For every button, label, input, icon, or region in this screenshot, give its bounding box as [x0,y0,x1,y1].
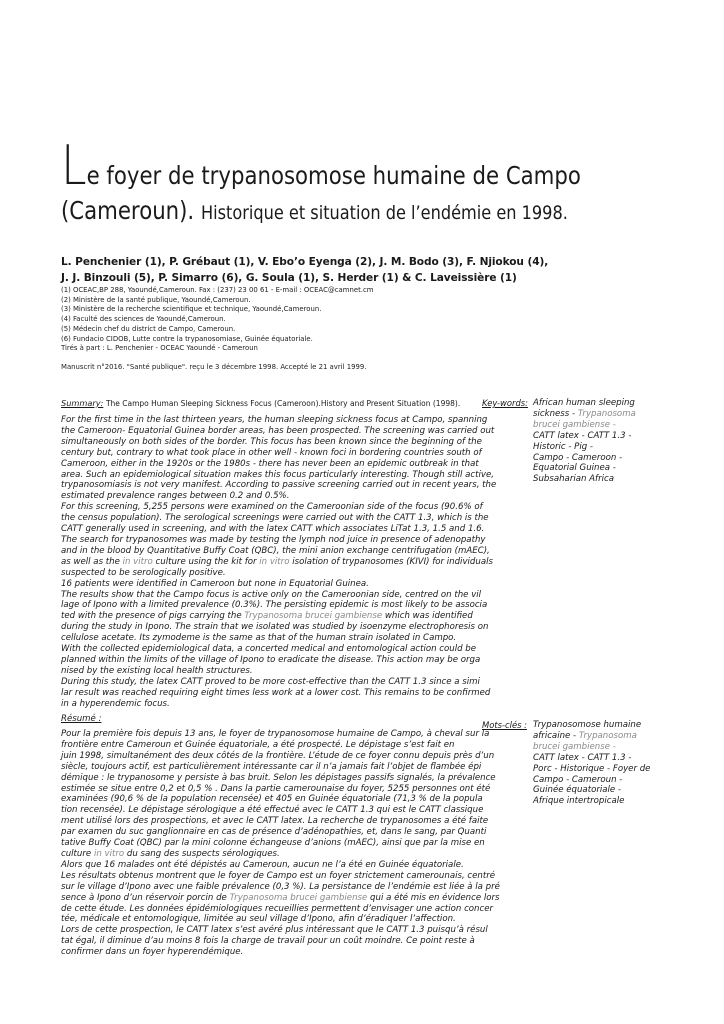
text-run: which was identified [382,611,473,622]
text-run: century but, contrary to what took place in other well - known foci in bordering countries south of [61,447,482,458]
mot-cle-line [533,742,653,753]
resume-line [61,860,475,871]
text-run: suspected to be serologically positive. [61,567,226,578]
summary-title: The Campo Human Sleeping Sickness Focus (Cameroon).History and Present Situation (1998). [105,399,461,408]
keyword-line [533,442,653,453]
text-run: the census population). The serological screenings were carried out with the CATT 1.3, which is the [61,513,489,524]
text-run: lar result was reached requiring eight times less work at a lower cost. This remains to be confirmed [61,687,491,698]
text-run: du sang des suspects sérologiques. [124,848,280,859]
summary-line [61,447,482,459]
summary-line [61,415,488,426]
text-run: juin 1998, simultanément des deux côtés de la frontière. L’étude de ce foyer connu depuis près d’un [61,750,495,761]
resume-line [61,881,500,893]
resume-line [61,729,490,740]
resume-line [61,783,491,795]
text-run: (5) Médecin chef du district de Campo, Cameroun. [61,324,236,333]
keyword-line [533,409,653,420]
text-run: Cameroon, either in the 1920s or the 1980s - there has never been an epidemic outbreak in that [61,458,479,469]
text-run: lage of Ipono with a limited prevalence (0.3%). The persisting epidemic is most likely to be associa [61,600,488,611]
affiliation-line [61,325,521,335]
resume-line [61,947,475,958]
text-run: With the collected epidemiological data, a concerted medical and entomological action could be [61,644,477,655]
text-run: CATT latex - CATT 1.3 - [533,752,632,763]
mot-cle-line [533,796,653,807]
summary-line [61,600,488,611]
resume-label: Résumé : [61,714,102,724]
author-line: L. Penchenier (1), P. Grébaut (1), V. Ebo’o Eyenga (2), J. M. Bodo (3), F. Njiokou (4), [61,256,549,268]
article-title [61,134,661,230]
text-run: For the first time in the last thirteen years, the human sleeping sickness focus at Campo, spanning [61,415,488,425]
summary-line [61,469,494,481]
affiliation-line [61,315,521,325]
resume-line [61,794,483,805]
latin-term: Trypanosoma [578,730,637,741]
summary-line [61,556,493,568]
text-run: and in the blood by Quantitative Buffy Coat (QBC), the mini anion exchange centrifugation (mAEC), [61,545,490,556]
resume-line [61,805,484,816]
summary-line [61,611,475,622]
text-run: ted with the presence of pigs carrying the [61,611,245,622]
text-run: Alors que 16 malades ont été dépistés au Cameroun, aucun ne l’a été en Guinée équatoriale. [61,859,464,870]
resume-line [61,870,496,882]
mot-cle-line [533,731,653,742]
summary-line [61,534,486,546]
text-run: CATT latex - CATT 1.3 - [533,430,632,441]
resume-line [61,816,489,827]
text-run: Tirés à part : L. Penchenier - OCEAC Yaoundé - Cameroun [61,344,258,353]
text-run: (4) Faculté des sciences de Yaoundé,Cameroun. [61,315,226,324]
latin-term: in vitro [259,556,290,567]
resume-line [61,740,475,751]
text-run: the Cameroon- Equatorial Guinea border areas, has been prospected. The screening was carried out [61,425,495,436]
resume-line [61,761,482,773]
text-run: qui a été mis en évidence lors [367,892,500,903]
text-run: African human sleeping [533,398,635,408]
text-run: sur le village d’Ipono avec une faible prévalence (0,3 %). La persistance de l’endémie est liée à la pré [61,881,500,892]
affiliation-line [61,305,521,315]
text-run: The search for trypanosomes was made by testing the lymph nod juice in presence of adenopathy [61,534,486,545]
text-run: simultaneously on both sides of the border. This focus has been known since the beginning of the [61,436,482,447]
summary-line [61,633,475,644]
resume-body [61,729,500,958]
resume-line [61,914,475,925]
text-run: CATT generally used in screening, and with the latex CATT which associates LiTat 1.3, 1.5 and 1.6. [61,524,485,535]
text-run: Porc - Historique - Foyer de [533,763,651,774]
text-run: tative Buffy Coat (QBC) par la mini colonne échangeuse d’anions (mAEC), ainsi que par la mise en [61,838,485,849]
text-run: siècle, toujours actif, est particulièrement intéressante car il n’a jamais fait l’objet de flambée épi [61,761,482,772]
mot-cle-line [533,720,653,731]
summary-line [61,545,490,557]
resume-line [61,772,496,784]
text-run: confirmer dans un foyer hyperendémique. [61,947,244,958]
affiliation-line [61,335,521,345]
title-dropcap: L [61,134,87,197]
mot-cle-line [533,764,653,775]
mots-cles-body [533,720,653,807]
text-run: Campo - Cameroon - [533,452,623,463]
title-line-2-sub: Historique et situation de l’endémie en 1998. [200,202,568,224]
latin-term: in vitro [122,556,153,567]
text-run: par examen du suc ganglionnaire en cas de présence d’adénopathies, et, dans le sang, par Quanti [61,827,487,838]
resume-line [61,838,485,849]
text-run: trypanosomiasis is not very manifest. According to passive screening carried out in recent years, the [61,480,497,491]
affiliation-line [61,286,521,296]
keyword-line [533,474,653,485]
summary-line [61,502,483,513]
text-run: Campo - Cameroun - [533,774,623,785]
text-run: Trypanosomose humaine [533,720,642,730]
mots-cles-label: Mots-clés : [482,720,527,730]
summary-label: Summary: [61,398,104,408]
affiliation-line [61,344,521,354]
affiliation-line [61,296,521,306]
text-run: planned within the limits of the village of Ipono to eradicate the disease. This action may be orga [61,654,481,665]
text-run: tion recensée). Le dépistage sérologique a été effectué avec le CATT 1.3 qui est le CATT classique [61,805,484,816]
text-run: Historic - Pig - [533,441,594,452]
summary-line [61,687,491,699]
summary-line [61,513,489,524]
text-run: culture [61,848,94,859]
mot-cle-line [533,753,653,764]
resume-line [61,750,495,762]
text-run: Subsaharian Africa [533,474,614,485]
text-run: tat égal, il diminue d’au moins 8 fois la charge de travail pour un coût moindre. Ce point reste à [61,936,475,947]
keyword-line [533,463,653,474]
text-run: frontière entre Cameroun et Guinée équatoriale, a été prospecté. Le dépistage s’est fait en [61,739,455,750]
text-run: During this study, the latex CATT proved to be more cost-effective than the CATT 1.3 since a simi [61,676,480,687]
mot-cle-line [533,775,653,786]
text-run: sence à Ipono d’un réservoir porcin de [61,892,230,903]
text-run: 16 patients were identified in Cameroon but none in Equatorial Guinea. [61,578,369,589]
mot-cle-line [533,785,653,796]
text-run: de cette étude. Les données épidémiologiques recueillies permettent d’envisager une action concer [61,903,494,914]
text-run: in a hyperendemic focus. [61,698,170,709]
keyword-line [533,431,653,442]
summary-line [61,480,497,491]
manuscript-info: Manuscrit n°2016. "Santé publique". reçu le 3 décembre 1998. Accepté le 21 avril 1999. [61,363,367,371]
text-run: estimée se situe entre 0,2 et 0,5 % . Dans la partie camerounaise du foyer, 5255 personnes ont été [61,783,491,794]
summary-line [61,425,495,437]
resume-line [61,892,500,904]
summary-line [61,524,485,535]
resume-line [61,849,475,860]
summary-line [61,622,489,633]
text-run: Lors de cette prospection, le CATT latex s’est avéré plus intéressant que le CATT 1.3 puisqu’à résul [61,925,488,936]
summary-line [61,676,480,688]
title-line-2-main: (Cameroun). [61,196,195,225]
text-run: nised by the existing local health structures. [61,665,253,676]
latin-term: in vitro [93,848,125,859]
text-run: cellulose acetate. Its zymodeme is the same as that of the human strain isolated in Campo. [61,633,457,644]
keyword-line [533,398,653,409]
resume-line [61,925,488,936]
keyword-line [533,453,653,464]
latin-term: brucei gambiense - [533,419,616,430]
latin-term: Trypanosoma [577,408,636,419]
text-run: sickness - [533,408,578,419]
summary-line [61,699,475,710]
text-run: The results show that the Campo focus is active only on the Cameroonian side, centred on the vil [61,589,482,600]
affiliations [61,286,521,354]
text-run: (3) Ministère de la recherche scientifique et technique, Yaoundé,Cameroun. [61,305,322,314]
keyword-line [533,420,653,431]
text-run: isolation of trypanosomes (KIVI) for individuals [289,556,493,567]
text-run: tée, médicale et entomologique, limitée au seul village d’Ipono, afin d’éradiquer l’affection. [61,914,456,925]
summary-line [61,491,475,502]
summary-line [61,436,482,448]
text-run: démique : le trypanosome y persiste à bas bruit. Selon les dépistages passifs signalés, la prévalence [61,772,496,783]
keywords-label: Key-words: [482,398,528,408]
text-run: ment utilisé lors des prospections, et avec le CATT latex. La recherche de trypanosomes a été faite [61,816,489,827]
latin-term: brucei gambiense - [533,741,616,752]
text-run: Les résultats obtenus montrent que le foyer de Campo est un foyer strictement camerounais, centré [61,870,496,881]
resume-line [61,827,487,838]
text-run: Pour la première fois depuis 13 ans, le foyer de trypanosomose humaine de Campo, à cheval sur la [61,729,490,739]
title-line-1: e foyer de trypanosomose humaine de Campo [86,161,581,190]
summary-heading [61,398,460,408]
text-run: culture using the kit for [152,556,260,567]
text-run: during the study in Ipono. The strain that we isolated was studied by isoenzyme electrophoresis on [61,622,489,633]
summary-line [61,644,475,655]
summary-body [61,415,497,709]
text-run: africaine - [533,730,579,741]
summary-line [61,579,475,590]
summary-line [61,654,481,666]
summary-line [61,458,479,470]
resume-line [61,903,494,915]
text-run: as well as the [61,556,123,567]
keywords-body [533,398,653,485]
author-line: J. J. Binzouli (5), P. Simarro (6), G. Soula (1), S. Herder (1) & C. Laveissière (1) [61,272,517,284]
text-run: estimated prevalence ranges between 0.2 and 0.5%. [61,491,290,502]
resume-line [61,936,475,947]
latin-term: Trypanosoma brucei gambiense [244,611,383,622]
text-run: area. Such an epidemiological situation makes this focus particularly interesting. Though still active, [61,469,494,480]
text-run: (6) Fundacio CIDOB, Lutte contre la trypanosomiase, Guinée équatoriale. [61,334,313,343]
text-run: For this screening, 5,255 persons were examined on the Cameroonian side of the focus (90.6% of [61,502,483,513]
text-run: (1) OCEAC,BP 288, Yaoundé,Cameroun. Fax : (237) 23 00 61 - E-mail : OCEAC@camnet.cm [61,286,374,294]
text-run: Afrique intertropicale [533,796,625,807]
summary-line [61,666,475,677]
text-run: (2) Ministère de la santé publique, Yaoundé,Cameroun. [61,295,251,304]
summary-line [61,589,482,601]
text-run: Equatorial Guinea - [533,463,616,474]
text-run: examinées (90,6 % de la population recensée) et 405 en Guinée équatoriale (71,3 % de la popula [61,794,483,805]
latin-term: Trypanosoma brucei gambiense [229,892,368,903]
summary-line [61,568,475,579]
author-list [61,254,581,286]
text-run: Guinée équatoriale - [533,785,622,796]
